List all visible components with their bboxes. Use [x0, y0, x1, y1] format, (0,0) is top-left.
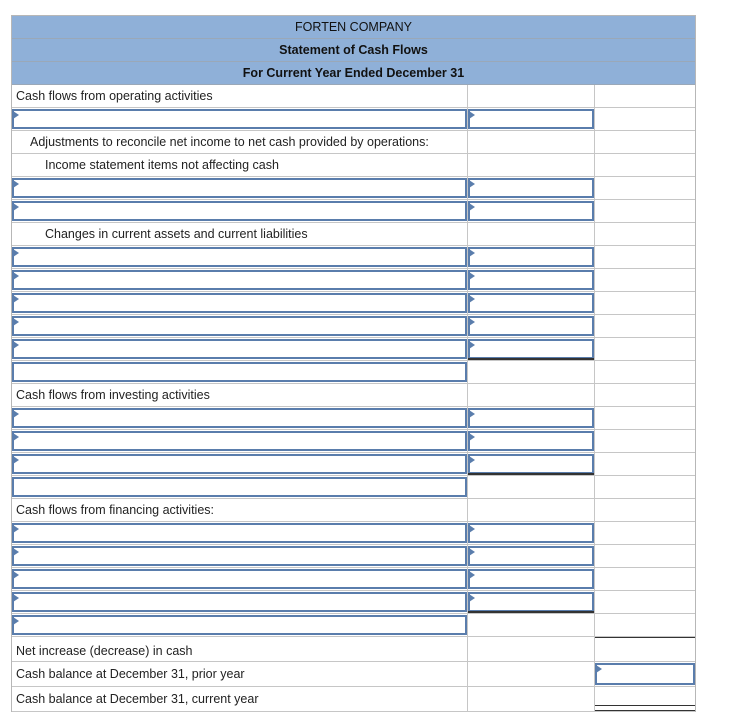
change-item-label-dropdown[interactable]	[12, 270, 467, 290]
table-row	[12, 568, 695, 591]
dropdown-arrow-icon	[469, 594, 475, 602]
dropdown-arrow-icon	[469, 456, 475, 464]
table-row	[12, 430, 695, 453]
dropdown-arrow-icon	[469, 548, 475, 556]
investing-item-label-dropdown[interactable]	[12, 454, 467, 474]
change-item-label-dropdown[interactable]	[12, 339, 467, 359]
income-item-amount-input[interactable]	[468, 201, 594, 221]
current-balance-label: Cash balance at December 31, current year	[16, 692, 259, 706]
statement-title: Statement of Cash Flows	[12, 39, 695, 62]
financing-total-label-dropdown[interactable]	[12, 615, 467, 635]
income-item-label-dropdown[interactable]	[12, 201, 467, 221]
prior-balance-label: Cash balance at December 31, prior year	[16, 667, 245, 681]
income-items-label: Income statement items not affecting cash	[45, 158, 279, 172]
dropdown-arrow-icon	[469, 180, 475, 188]
financing-item-amount-input[interactable]	[468, 546, 594, 566]
section-heading-investing: Cash flows from investing activities	[16, 388, 210, 402]
subtotal-rule	[468, 358, 594, 360]
dropdown-arrow-icon	[13, 272, 19, 280]
table-row	[12, 315, 695, 338]
dropdown-arrow-icon	[13, 203, 19, 211]
table-row	[12, 591, 695, 614]
dropdown-arrow-icon	[13, 525, 19, 533]
table-row	[12, 499, 695, 522]
dropdown-arrow-icon	[469, 203, 475, 211]
subtotal-rule	[468, 473, 594, 475]
table-row	[12, 476, 695, 499]
dropdown-arrow-icon	[13, 410, 19, 418]
table-row	[12, 687, 695, 712]
financing-item-amount-input[interactable]	[468, 523, 594, 543]
table-row	[12, 338, 695, 361]
dropdown-arrow-icon	[469, 433, 475, 441]
dropdown-arrow-icon	[469, 318, 475, 326]
table-row	[12, 85, 695, 108]
investing-item-label-dropdown[interactable]	[12, 431, 467, 451]
operating-total-label-dropdown[interactable]	[12, 362, 467, 382]
subtotal-rule	[468, 611, 594, 613]
total-rule	[595, 637, 695, 638]
prior-balance-amount-input[interactable]	[595, 663, 695, 685]
table-row	[12, 614, 695, 637]
investing-item-amount-input[interactable]	[468, 408, 594, 428]
net-income-label-dropdown[interactable]	[12, 109, 467, 129]
table-row	[12, 108, 695, 131]
dropdown-arrow-icon	[13, 617, 19, 625]
dropdown-arrow-icon	[469, 341, 475, 349]
statement-period: For Current Year Ended December 31	[12, 62, 695, 85]
change-item-label-dropdown[interactable]	[12, 247, 467, 267]
table-row	[12, 384, 695, 407]
cash-flow-statement-table	[11, 15, 696, 712]
dropdown-arrow-icon	[469, 111, 475, 119]
dropdown-arrow-icon	[13, 180, 19, 188]
investing-item-amount-input[interactable]	[468, 454, 594, 474]
table-row	[12, 154, 695, 177]
adjustments-label: Adjustments to reconcile net income to net cash provided by operations:	[30, 135, 429, 149]
table-row	[12, 637, 695, 662]
company-name: FORTEN COMPANY	[12, 16, 695, 39]
section-heading-financing: Cash flows from financing activities:	[16, 503, 214, 517]
changes-label: Changes in current assets and current liabilities	[45, 227, 308, 241]
investing-item-label-dropdown[interactable]	[12, 408, 467, 428]
dropdown-arrow-icon	[469, 249, 475, 257]
dropdown-arrow-icon	[13, 295, 19, 303]
financing-item-label-dropdown[interactable]	[12, 569, 467, 589]
investing-item-amount-input[interactable]	[468, 431, 594, 451]
financing-item-label-dropdown[interactable]	[12, 592, 467, 612]
change-item-label-dropdown[interactable]	[12, 316, 467, 336]
investing-total-label-dropdown[interactable]	[12, 477, 467, 497]
income-item-amount-input[interactable]	[468, 178, 594, 198]
change-item-amount-input[interactable]	[468, 247, 594, 267]
table-row	[12, 545, 695, 568]
table-row	[12, 361, 695, 384]
table-row	[12, 662, 695, 687]
financing-item-amount-input[interactable]	[468, 592, 594, 612]
table-row	[12, 200, 695, 223]
dropdown-arrow-icon	[13, 594, 19, 602]
net-change-label: Net increase (decrease) in cash	[16, 644, 193, 658]
table-row	[12, 292, 695, 315]
table-row	[12, 269, 695, 292]
dropdown-arrow-icon	[13, 111, 19, 119]
financing-item-amount-input[interactable]	[468, 569, 594, 589]
dropdown-arrow-icon	[596, 665, 602, 673]
dropdown-arrow-icon	[13, 433, 19, 441]
dropdown-arrow-icon	[469, 525, 475, 533]
dropdown-arrow-icon	[13, 249, 19, 257]
dropdown-arrow-icon	[13, 318, 19, 326]
dropdown-arrow-icon	[13, 548, 19, 556]
change-item-amount-input[interactable]	[468, 270, 594, 290]
change-item-amount-input[interactable]	[468, 316, 594, 336]
dropdown-arrow-icon	[469, 272, 475, 280]
change-item-amount-input[interactable]	[468, 339, 594, 359]
table-row	[12, 131, 695, 154]
table-row	[12, 407, 695, 430]
table-row	[12, 522, 695, 545]
section-heading-operating: Cash flows from operating activities	[12, 85, 468, 107]
double-underline	[595, 705, 695, 711]
dropdown-arrow-icon	[13, 341, 19, 349]
financing-item-label-dropdown[interactable]	[12, 546, 467, 566]
table-row	[12, 453, 695, 476]
net-income-amount-input[interactable]	[468, 109, 594, 129]
dropdown-arrow-icon	[469, 571, 475, 579]
table-row	[12, 223, 695, 246]
dropdown-arrow-icon	[13, 571, 19, 579]
income-item-label-dropdown[interactable]	[12, 178, 467, 198]
table-row	[12, 177, 695, 200]
change-item-label-dropdown[interactable]	[12, 293, 467, 313]
dropdown-arrow-icon	[13, 456, 19, 464]
dropdown-arrow-icon	[469, 410, 475, 418]
dropdown-arrow-icon	[469, 295, 475, 303]
financing-item-label-dropdown[interactable]	[12, 523, 467, 543]
change-item-amount-input[interactable]	[468, 293, 594, 313]
table-row	[12, 246, 695, 269]
